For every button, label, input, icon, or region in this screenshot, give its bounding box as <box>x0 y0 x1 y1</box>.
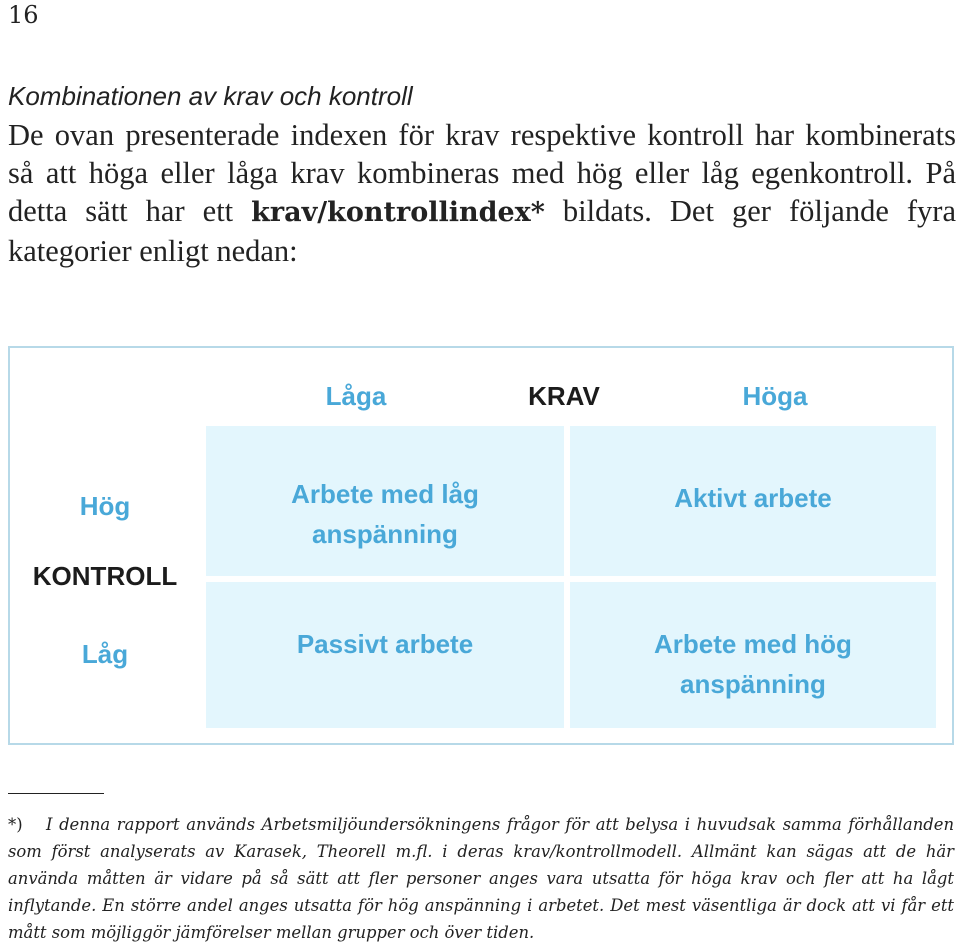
paragraph-text-before: De ovan presenterade indexen för krav respektive kontroll har kombinerats så att höga eller låga krav kombineras med hög eller låg egenkontroll. På detta sätt har ett <box>8 118 956 228</box>
paragraph-text-after: bildats. Det ger följande fyra kategorier enligt nedan: <box>8 194 956 268</box>
footnote-marker: *) <box>8 815 23 834</box>
page-number: 16 <box>8 1 39 29</box>
row-label-low-control: Låg <box>81 639 129 669</box>
footnote <box>8 811 954 946</box>
row-axis-title: KONTROLL <box>32 561 178 591</box>
cell-text-line: Arbete med hög <box>654 629 852 659</box>
column-label-low-demand: Låga <box>325 381 387 411</box>
cell-high-control-high-demand <box>570 426 936 576</box>
cell-high-control-low-demand <box>206 426 564 576</box>
cell-text-line: Passivt arbete <box>296 629 474 659</box>
column-label-high-demand: Höga <box>742 381 808 411</box>
cell-text-line: anspänning <box>312 519 458 549</box>
column-axis-title: KRAV <box>528 381 600 411</box>
row-label-high-control: Hög <box>79 491 131 521</box>
cell-text-line: Arbete med låg <box>291 479 479 509</box>
paragraph-bold-term: krav/kontrollindex* <box>251 197 545 228</box>
footnote-text: I denna rapport används Arbetsmiljöundersökningens frågor för att belysa i huvudsak samma förhållanden som först analyserats av Karasek, Theorell m.fl. i deras krav/kontrollmodell. Allmänt kan sägas att de här använda måtten är vidare på så sätt att fler personer anges vara utsatta för höga krav och fler att ha lågt inflytande. En större andel anges utsatta för hög anspänning i arbetet. Det mest väsentliga är dock att vi får ett mått som möjliggör jämförelser mellan grupper och över tiden. <box>8 815 954 942</box>
footnote-separator <box>8 793 104 794</box>
body-paragraph <box>8 116 956 270</box>
demand-control-matrix <box>8 346 954 745</box>
cell-text-line: anspänning <box>680 669 826 699</box>
cell-text-line: Aktivt arbete <box>674 483 832 513</box>
cell-low-control-low-demand <box>206 582 564 728</box>
cell-low-control-high-demand <box>570 582 936 728</box>
section-heading: Kombinationen av krav och kontroll <box>8 81 413 111</box>
